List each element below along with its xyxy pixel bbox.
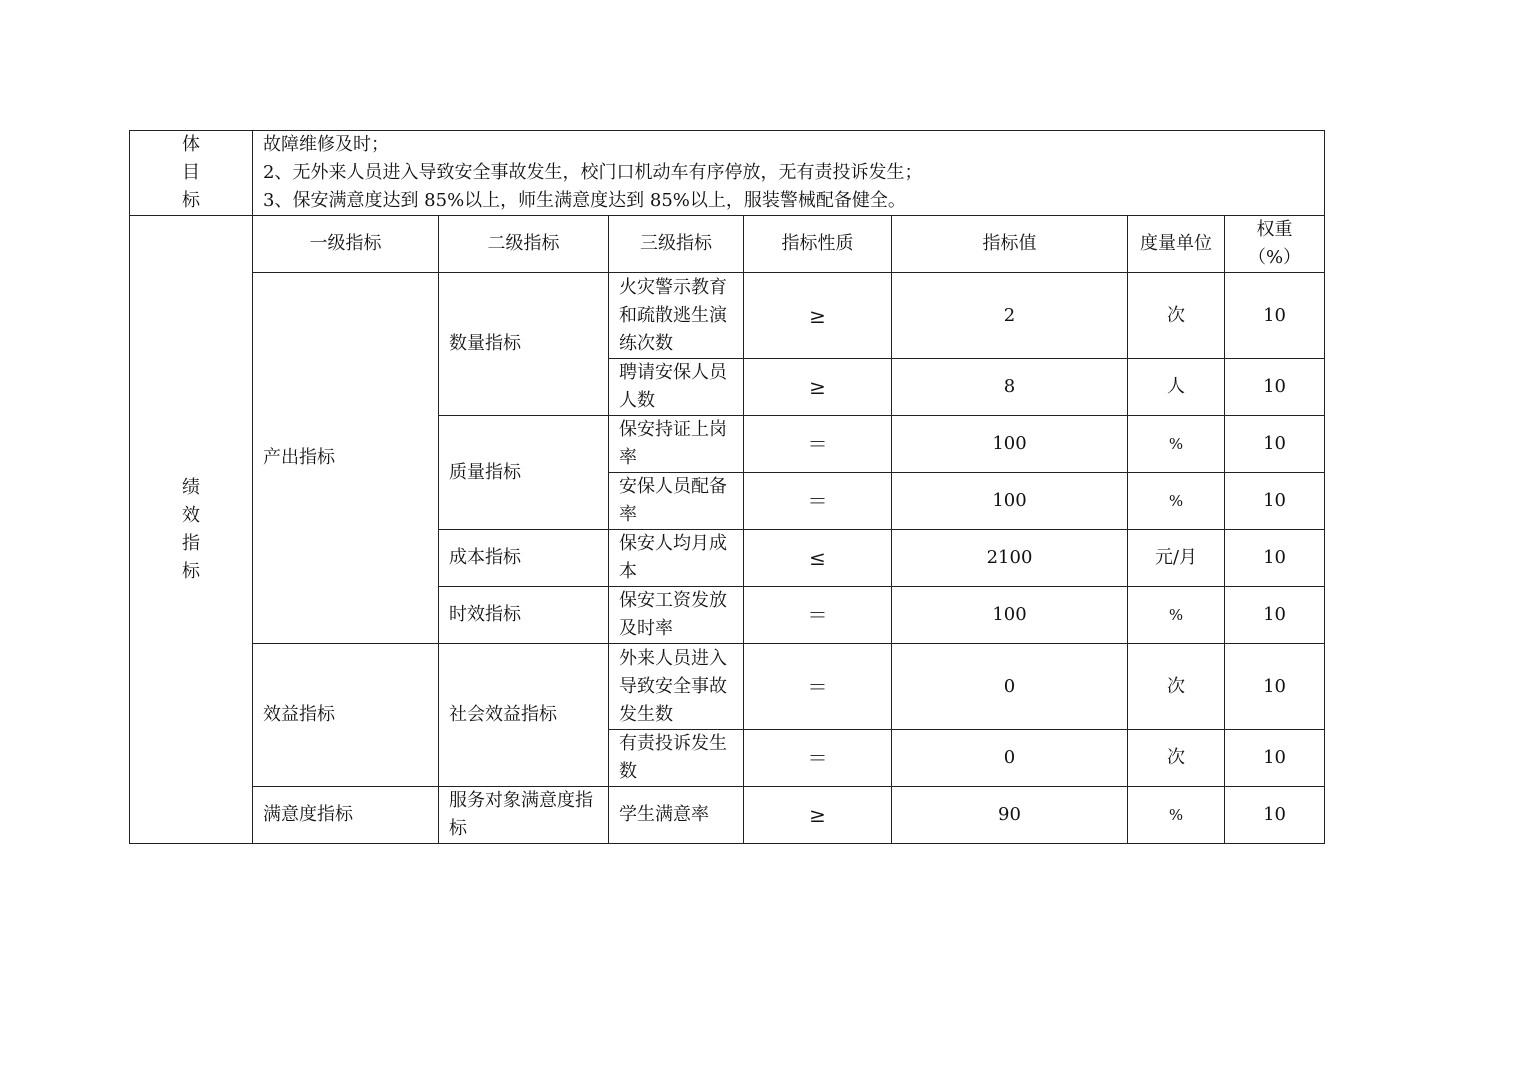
unit-cell: %	[1128, 787, 1225, 844]
value-cell: 100	[892, 587, 1128, 644]
level2-cell: 社会效益指标	[439, 644, 609, 787]
goal-label-char: 目	[182, 162, 200, 183]
perf-label-char: 效	[182, 504, 200, 526]
header-level1: 一级指标	[253, 216, 439, 273]
level3-cell: 有责投诉发生数	[609, 730, 744, 787]
weight-cell: 10	[1225, 644, 1325, 730]
value-cell: 100	[892, 416, 1128, 473]
level3-cell: 学生满意率	[609, 787, 744, 844]
value-cell: 0	[892, 730, 1128, 787]
perf-label-char: 指	[182, 532, 200, 554]
weight-cell: 10	[1225, 530, 1325, 587]
table-row	[130, 644, 1325, 730]
value-cell: 90	[892, 787, 1128, 844]
perf-label	[130, 216, 253, 844]
nature-cell: ＝	[744, 416, 892, 473]
unit-cell: 次	[1128, 273, 1225, 359]
weight-cell: 10	[1225, 473, 1325, 530]
level3-cell: 保安人均月成本	[609, 530, 744, 587]
nature-cell: ＝	[744, 473, 892, 530]
goal-line: 3、保安满意度达到 85%以上，师生满意度达到 85%以上，服装警械配备健全。	[263, 190, 906, 211]
weight-cell: 10	[1225, 416, 1325, 473]
goal-line: 故障维修及时；	[263, 134, 389, 155]
nature-cell: ≥	[744, 787, 892, 844]
goal-label	[130, 131, 253, 216]
level3-cell: 安保人员配备率	[609, 473, 744, 530]
level3-cell: 保安持证上岗率	[609, 416, 744, 473]
value-cell: 2	[892, 273, 1128, 359]
goal-line: 2、无外来人员进入导致安全事故发生，校门口机动车有序停放，无有责投诉发生；	[263, 162, 923, 183]
nature-cell: ＝	[744, 730, 892, 787]
level1-cell: 产出指标	[253, 273, 439, 644]
performance-goal-table	[129, 130, 1325, 844]
perf-label-char: 标	[182, 560, 200, 582]
level2-cell: 时效指标	[439, 587, 609, 644]
goal-label-char: 标	[182, 190, 200, 211]
goal-text	[253, 131, 1325, 216]
header-unit: 度量单位	[1128, 216, 1225, 273]
unit-cell: 次	[1128, 730, 1225, 787]
perf-label-char: 绩	[182, 476, 200, 498]
goal-label-char: 体	[182, 134, 200, 155]
nature-cell: ＝	[744, 644, 892, 730]
nature-cell: ≥	[744, 273, 892, 359]
level2-cell: 数量指标	[439, 273, 609, 416]
weight-cell: 10	[1225, 787, 1325, 844]
nature-cell: ≤	[744, 530, 892, 587]
weight-cell: 10	[1225, 730, 1325, 787]
unit-cell: 次	[1128, 644, 1225, 730]
level3-cell: 聘请安保人员人数	[609, 359, 744, 416]
level2-cell: 质量指标	[439, 416, 609, 530]
header-weight: 权重（%）	[1225, 216, 1325, 273]
level3-cell: 外来人员进入导致安全事故发生数	[609, 644, 744, 730]
weight-cell: 10	[1225, 273, 1325, 359]
table-row	[130, 273, 1325, 359]
weight-cell: 10	[1225, 587, 1325, 644]
value-cell: 0	[892, 644, 1128, 730]
unit-cell: %	[1128, 587, 1225, 644]
level3-cell: 火灾警示教育和疏散逃生演练次数	[609, 273, 744, 359]
level2-cell: 服务对象满意度指标	[439, 787, 609, 844]
level2-cell: 成本指标	[439, 530, 609, 587]
nature-cell: ＝	[744, 587, 892, 644]
value-cell: 100	[892, 473, 1128, 530]
header-level2: 二级指标	[439, 216, 609, 273]
value-cell: 8	[892, 359, 1128, 416]
weight-cell: 10	[1225, 359, 1325, 416]
header-level3: 三级指标	[609, 216, 744, 273]
level1-cell: 满意度指标	[253, 787, 439, 844]
header-value: 指标值	[892, 216, 1128, 273]
level3-cell: 保安工资发放及时率	[609, 587, 744, 644]
unit-cell: 元/月	[1128, 530, 1225, 587]
header-nature: 指标性质	[744, 216, 892, 273]
unit-cell: %	[1128, 473, 1225, 530]
nature-cell: ≥	[744, 359, 892, 416]
level1-cell: 效益指标	[253, 644, 439, 787]
table-row	[130, 787, 1325, 844]
unit-cell: 人	[1128, 359, 1225, 416]
value-cell: 2100	[892, 530, 1128, 587]
unit-cell: %	[1128, 416, 1225, 473]
